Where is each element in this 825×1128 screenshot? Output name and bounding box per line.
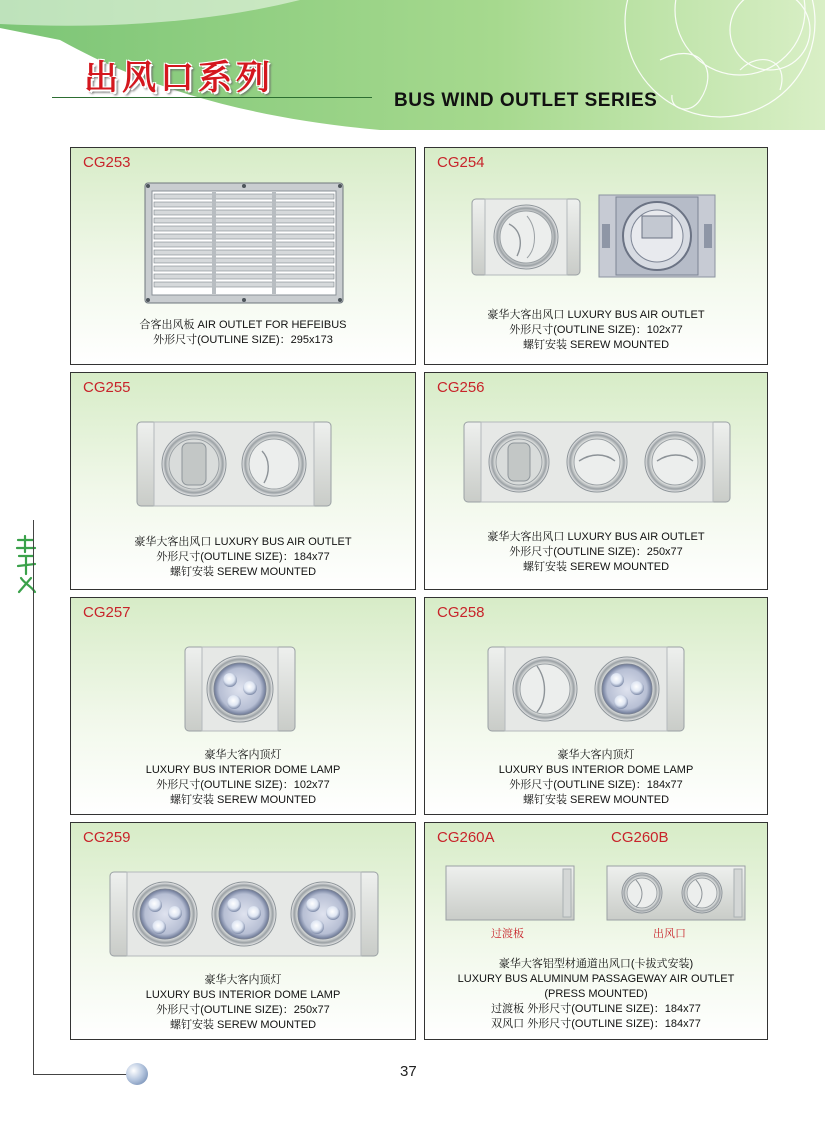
desc-line: 螺钉安装 SEREW MOUNTED — [522, 339, 670, 351]
page-number: 37 — [400, 1063, 417, 1080]
desc-line: 豪华大客内顶灯 — [557, 749, 635, 761]
product-description — [71, 318, 415, 348]
left-margin-line — [33, 520, 34, 1075]
desc-line: 豪华大客出风口 LUXURY BUS AIR OUTLET — [134, 536, 352, 548]
page-title-en: BUS WIND OUTLET SERIES — [394, 90, 658, 111]
footer-line — [33, 1074, 128, 1075]
desc-line: 外形尺寸(OUTLINE SIZE)：250x77 — [156, 1004, 330, 1016]
product-description — [71, 748, 415, 808]
product-description — [425, 748, 767, 808]
product-code: CG256 — [437, 379, 485, 396]
desc-line: 螺钉安装 SEREW MOUNTED — [522, 794, 670, 806]
desc-line: 外形尺寸(OUTLINE SIZE)：295x173 — [153, 334, 333, 346]
product-card-cg257 — [70, 597, 416, 815]
product-description — [425, 308, 767, 353]
air-outlet-back-image — [598, 194, 716, 278]
air-outlet-front-image — [471, 198, 581, 278]
desc-line: 豪华大客内顶灯 — [204, 749, 282, 761]
desc-line: 豪华大客内顶灯 — [204, 974, 282, 986]
product-description — [71, 973, 415, 1033]
product-code: CG258 — [437, 604, 485, 621]
product-description — [425, 530, 767, 575]
desc-line: LUXURY BUS INTERIOR DOME LAMP — [145, 989, 341, 1001]
side-calligraphy-mark — [13, 534, 39, 594]
sublabel-outlet: 出风口 — [653, 928, 686, 940]
desc-line: 合客出风板 AIR OUTLET FOR HEFEIBUS — [139, 319, 347, 331]
product-description — [71, 535, 415, 580]
footer-orb-icon — [126, 1063, 148, 1085]
product-code-b: CG260B — [611, 829, 669, 846]
page-header — [0, 0, 825, 130]
product-code-a: CG260A — [437, 829, 495, 846]
desc-line: 螺钉安装 SEREW MOUNTED — [169, 794, 317, 806]
desc-line: 外形尺寸(OUTLINE SIZE)：102x77 — [509, 324, 683, 336]
product-code: CG257 — [83, 604, 131, 621]
desc-line: 豪华大客出风口 LUXURY BUS AIR OUTLET — [487, 309, 705, 321]
product-card-cg253 — [70, 147, 416, 365]
desc-line: 外形尺寸(OUTLINE SIZE)：184x77 — [156, 551, 330, 563]
product-code: CG253 — [83, 154, 131, 171]
product-card-cg255 — [70, 372, 416, 590]
desc-line: 外形尺寸(OUTLINE SIZE)：102x77 — [156, 779, 330, 791]
desc-line: 外形尺寸(OUTLINE SIZE)：250x77 — [509, 546, 683, 558]
desc-line: 螺钉安装 SEREW MOUNTED — [522, 561, 670, 573]
desc-line: 豪华大客铝型材通道出风口(卡拔式安装) — [498, 958, 694, 970]
product-code: CG259 — [83, 829, 131, 846]
desc-line: LUXURY BUS INTERIOR DOME LAMP — [145, 764, 341, 776]
desc-line: 豪华大客出风口 LUXURY BUS AIR OUTLET — [487, 531, 705, 543]
desc-line: 螺钉安装 SEREW MOUNTED — [169, 1019, 317, 1031]
product-description — [425, 957, 767, 1032]
desc-line: 过渡板 外形尺寸(OUTLINE SIZE)：184x77 — [491, 1003, 701, 1015]
product-card-cg260 — [424, 822, 768, 1040]
sublabel-transition-plate: 过渡板 — [491, 928, 524, 940]
product-card-cg256 — [424, 372, 768, 590]
desc-line: LUXURY BUS INTERIOR DOME LAMP — [498, 764, 694, 776]
desc-line: 螺钉安装 SEREW MOUNTED — [169, 566, 317, 578]
product-card-cg254 — [424, 147, 768, 365]
double-air-outlet-image — [136, 421, 332, 507]
air-outlet-grille-image — [144, 182, 344, 304]
desc-line: 双风口 外形尺寸(OUTLINE SIZE)：184x77 — [491, 1018, 701, 1030]
dome-lamp-triple-image — [109, 871, 379, 957]
desc-line: (PRESS MOUNTED) — [544, 988, 648, 1000]
double-outlet-panel-image — [606, 865, 746, 921]
transition-plate-image — [445, 865, 575, 921]
product-code: CG254 — [437, 154, 485, 171]
product-code: CG255 — [83, 379, 131, 396]
desc-line: 外形尺寸(OUTLINE SIZE)：184x77 — [509, 779, 683, 791]
triple-air-outlet-image — [463, 421, 731, 503]
desc-line: LUXURY BUS ALUMINUM PASSAGEWAY AIR OUTLET — [457, 973, 735, 985]
product-card-cg259 — [70, 822, 416, 1040]
outlet-and-lamp-image — [487, 646, 685, 732]
page-title-cn: 出风口系列 — [84, 58, 274, 98]
product-card-cg258 — [424, 597, 768, 815]
dome-lamp-single-image — [184, 646, 296, 732]
